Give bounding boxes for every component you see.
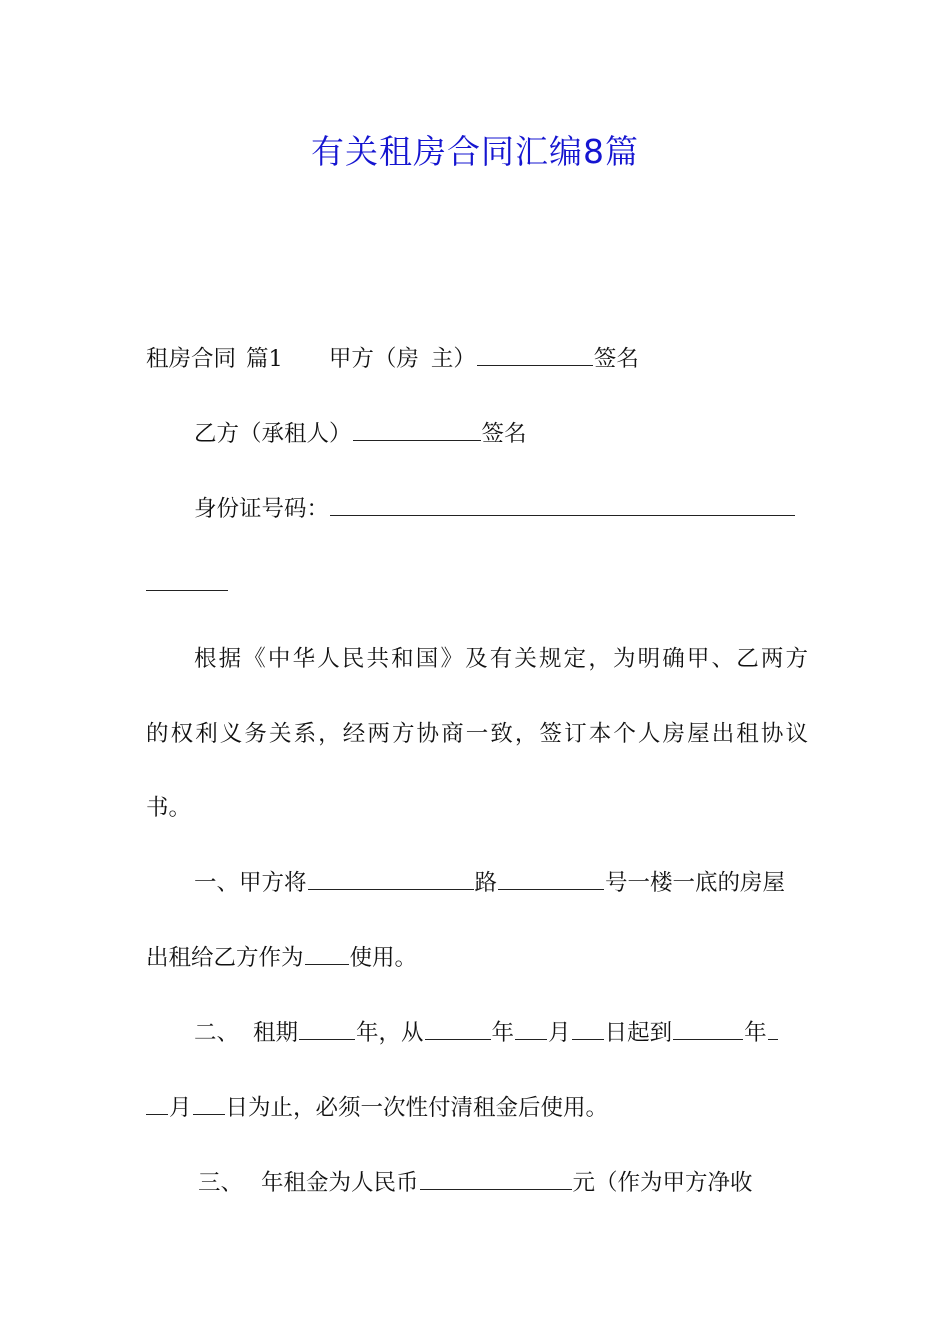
end-month-blank-end [146,1092,168,1115]
clause-1-line-1 [194,865,808,901]
usage-blank [305,942,349,965]
clause-2-text-e: 日起到 [604,1020,673,1046]
clause-2-text-f: 年 [744,1020,767,1046]
clause-3-number: 三、 [198,1170,244,1196]
clause-1-text-b: 路 [474,870,498,896]
clause-2-text-g: 月 [169,1095,192,1121]
preamble-line-1: 根据《中华人民共和国》及有关规定，为明确甲、乙两方 [194,646,808,672]
party-a-label: 甲方（房 [328,346,419,372]
id-number-continuation [146,566,808,602]
clause-2-text-b: 年，从 [356,1020,424,1046]
clause-2-text-h: 日为止，必须一次性付清租金后使用。 [225,1095,609,1121]
start-year-blank [425,1017,491,1040]
contract-heading-line [146,341,808,377]
clause-2-text-d: 月 [548,1020,571,1046]
party-b-label: 乙方（承租人） [194,421,352,447]
clause-1-text-c: 号一楼一底的房屋 [605,870,786,896]
clause-1-text-a: 一、甲方将 [194,870,307,896]
clause-3-text-a: 年租金为人民币 [261,1170,419,1196]
end-year-blank [673,1017,743,1040]
term-years-blank [299,1017,355,1040]
end-day-blank [193,1092,225,1115]
clause-1-text-e: 使用。 [349,945,418,971]
party-b-line [194,416,808,452]
clause-2-text-c: 年 [491,1020,515,1046]
clause-3-text-b: 元（作为甲方净收 [572,1170,753,1196]
preamble-line-2: 的权利义务关系，经两方协商一致，签订本个人房屋出租协议 [146,721,808,747]
road-blank [308,867,474,890]
clause-2-number: 二、 [194,1020,240,1046]
clause-2-text-a: 租期 [253,1020,299,1046]
party-b-sign-label: 签名 [481,421,527,447]
contract-label: 租房合同 [146,346,237,372]
id-number-label: 身份证号码： [194,496,330,522]
party-a-sign-label: 签名 [593,346,639,372]
clause-2-line-2 [146,1090,808,1126]
id-number-blank [330,493,795,516]
number-blank [498,867,604,890]
rent-amount-blank [420,1167,572,1190]
party-b-blank [353,418,481,441]
end-month-blank-start [768,1017,778,1040]
preamble-line-3: 书。 [146,795,192,821]
id-number-blank-continued [146,568,228,591]
document-title: 有关租房合同汇编8篇 [311,132,639,171]
party-a-label-end: 主） [430,346,476,372]
clause-2-line-1 [194,1015,808,1051]
party-a-blank [477,343,593,366]
clause-1-line-2 [146,940,808,976]
id-number-line [194,491,808,527]
start-month-blank [515,1017,547,1040]
start-day-blank [572,1017,604,1040]
contract-number: 篇1 [246,346,283,372]
clause-3-line-1 [198,1165,808,1201]
clause-1-text-d: 出租给乙方作为 [146,945,304,971]
